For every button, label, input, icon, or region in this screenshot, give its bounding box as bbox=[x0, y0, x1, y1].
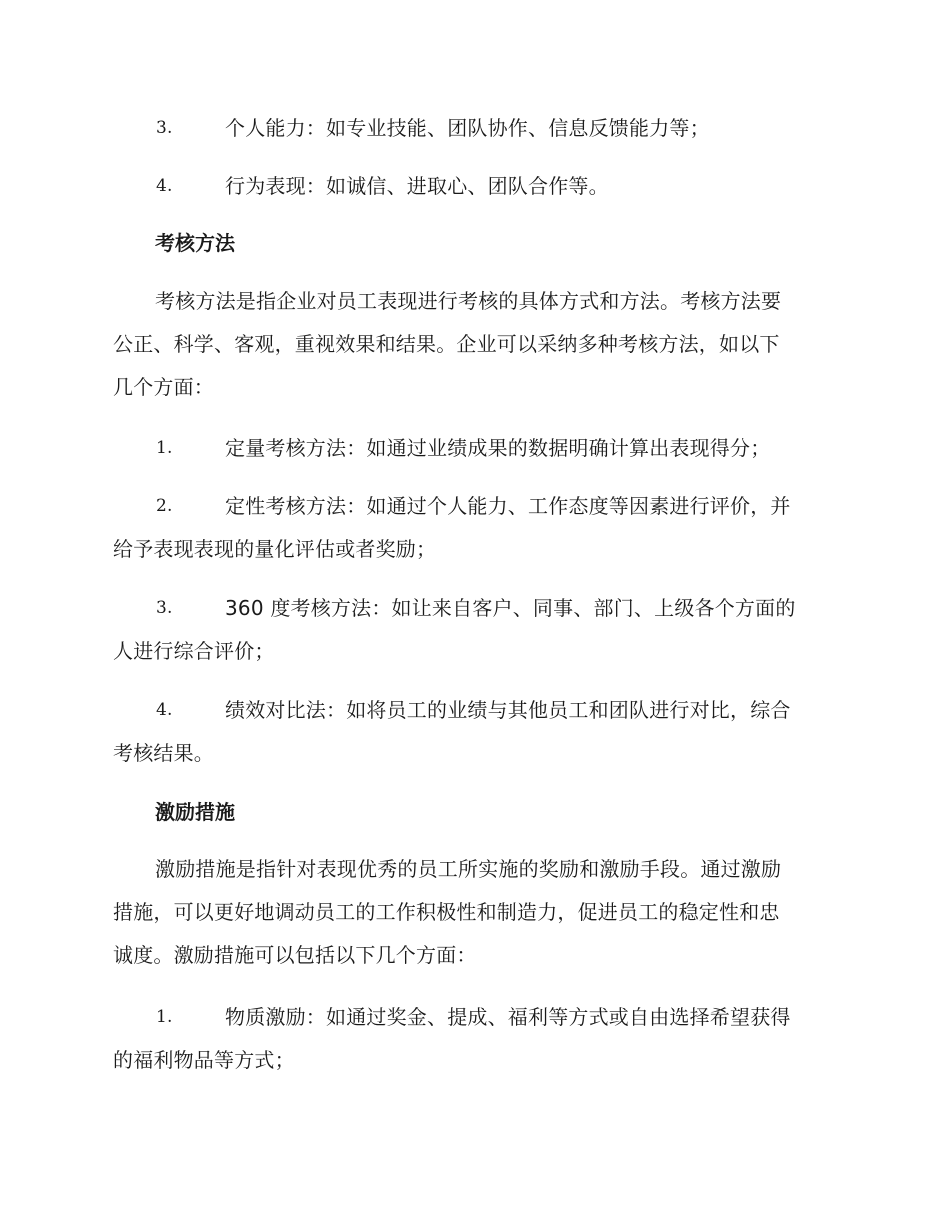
list-text: 物质激励：如通过奖金、提成、福利等方式或自由选择希望获得 bbox=[225, 1005, 791, 1029]
list-text: 行为表现：如诚信、进取心、团队合作等。 bbox=[225, 174, 609, 198]
paragraph-line: 公正、科学、客观，重视效果和结果。企业可以采纳多种考核方法，如以下 bbox=[113, 332, 780, 356]
list-item bbox=[113, 689, 833, 775]
paragraph-line: 激励措施是指针对表现优秀的员工所实施的奖励和激励手段。通过激励 bbox=[155, 857, 782, 881]
section-paragraph bbox=[113, 280, 833, 409]
list-text: 个人能力：如专业技能、团队协作、信息反馈能力等； bbox=[225, 116, 710, 140]
paragraph-line: 措施，可以更好地调动员工的工作积极性和制造力，促进员工的稳定性和忠 bbox=[113, 900, 780, 924]
paragraph-line: 考核方法是指企业对员工表现进行考核的具体方式和方法。考核方法要 bbox=[155, 289, 782, 313]
list-number: 4. bbox=[156, 700, 173, 720]
list-text: 定性考核方法：如通过个人能力、工作态度等因素进行评价，并 bbox=[225, 494, 791, 518]
list-text: 360 度考核方法：如让来自客户、同事、部门、上级各个方面的 bbox=[225, 596, 796, 620]
section-heading-incentives: 激励措施 bbox=[155, 800, 235, 824]
list-item bbox=[113, 996, 833, 1082]
list-item bbox=[113, 485, 833, 571]
list-number: 3. bbox=[156, 598, 173, 618]
paragraph-line: 诚度。激励措施可以包括以下几个方面： bbox=[113, 943, 477, 967]
list-text: 人进行综合评价； bbox=[113, 639, 275, 663]
list-number: 4. bbox=[156, 176, 173, 196]
list-text: 绩效对比法：如将员工的业绩与其他员工和团队进行对比，综合 bbox=[225, 698, 791, 722]
list-text: 给予表现表现的量化评估或者奖励； bbox=[113, 537, 437, 561]
list-item bbox=[113, 165, 833, 208]
list-item bbox=[113, 107, 833, 150]
list-number: 1. bbox=[156, 1007, 173, 1027]
list-text: 定量考核方法：如通过业绩成果的数据明确计算出表现得分； bbox=[225, 436, 771, 460]
list-item bbox=[113, 427, 833, 470]
list-text: 考核结果。 bbox=[113, 741, 214, 765]
section-paragraph bbox=[113, 848, 833, 977]
section-heading-assessment: 考核方法 bbox=[155, 231, 235, 255]
list-number: 2. bbox=[156, 496, 173, 516]
paragraph-line: 几个方面： bbox=[113, 375, 214, 399]
list-number: 3. bbox=[156, 118, 173, 138]
list-number: 1. bbox=[156, 438, 173, 458]
list-item bbox=[113, 587, 833, 673]
list-text: 的福利物品等方式； bbox=[113, 1048, 295, 1072]
